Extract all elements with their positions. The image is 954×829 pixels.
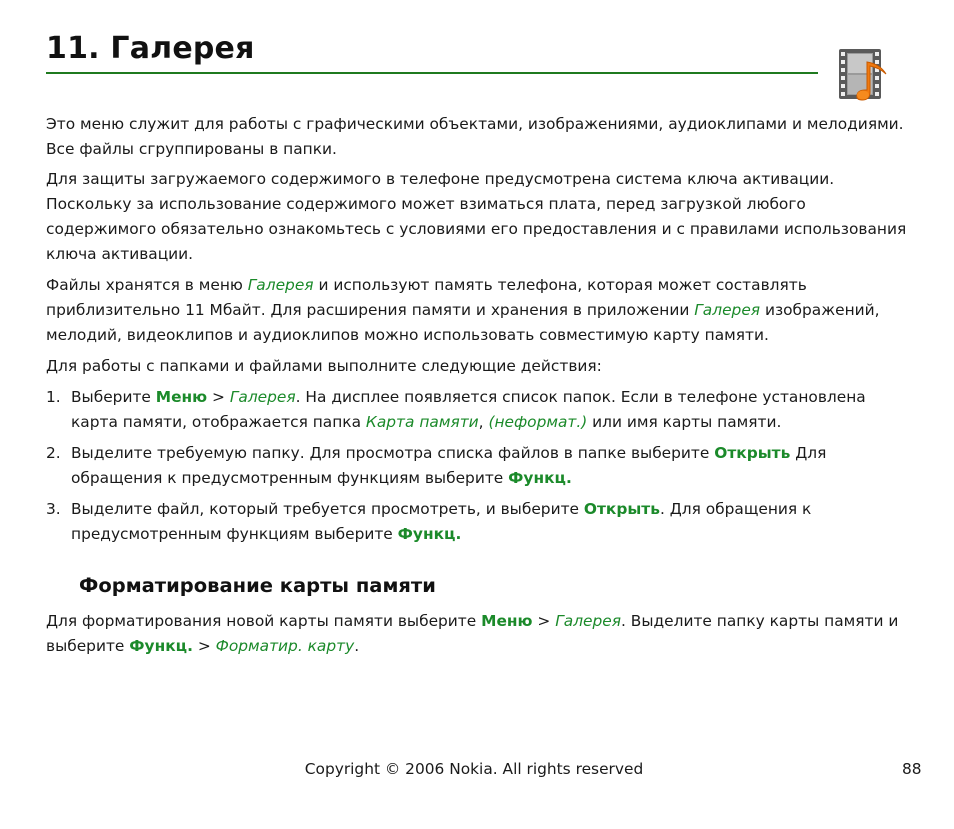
menu-ref: Меню	[155, 388, 208, 406]
steps-list	[46, 385, 916, 553]
intro-paragraph-1: Это меню служит для работы с графическими объектами, изображениями, аудиоклипами и мелодиями. Все файлы сгруппированы в папки.	[46, 115, 904, 158]
text-run: >	[532, 612, 556, 630]
gallery-ref: Галерея	[229, 388, 296, 406]
list-item	[46, 441, 916, 491]
text-run: >	[207, 388, 230, 406]
intro-paragraph-2: Для защиты загружаемого содержимого в телефоне предусмотрена система ключа активации. Поскольку за использование содержимого может взиматься плата, перед загрузкой любого содержимого обязательно ознакомьтесь с условиями его предоставления и с правилами использования ключа активации.	[46, 170, 907, 263]
options-ref: Функц.	[397, 525, 462, 543]
text-run: . Выделите папку карты памяти и выберите	[46, 612, 899, 655]
text-run: Файлы хранятся в меню	[46, 276, 248, 294]
memory-card-ref: Карта памяти	[365, 413, 479, 431]
list-item	[46, 385, 916, 435]
intro-paragraph-3	[46, 273, 916, 348]
gallery-film-music-icon	[836, 44, 898, 106]
text-run: и используют память телефона, которая может составлять приблизительно 11 Мбайт. Для расширения памяти и хранения в приложении	[46, 276, 807, 319]
text-run: Выделите файл, который требуется просмотреть, и выберите	[71, 500, 584, 518]
text-run: Для обращения к предусмотренным функциям выберите	[71, 444, 827, 487]
step-number: 2.	[46, 444, 61, 462]
step-number: 1.	[46, 388, 61, 406]
text-run: . На дисплее появляется список папок. Если в телефоне установлена карта памяти, отображается папка	[71, 388, 866, 431]
unformatted-ref: (неформат.)	[488, 413, 588, 431]
step-number: 3.	[46, 500, 61, 518]
chapter-title: 11. Галерея	[46, 31, 255, 66]
section-paragraph	[46, 609, 916, 659]
gallery-ref: Галерея	[247, 276, 314, 294]
gallery-ref: Галерея	[694, 301, 761, 319]
text-run: Выберите	[71, 388, 156, 406]
title-rule	[46, 72, 818, 74]
open-ref: Открыть	[583, 500, 660, 518]
text-run: . Для обращения к предусмотренным функциям выберите	[71, 500, 812, 543]
format-card-ref: Форматир. карту	[215, 637, 355, 655]
open-ref: Открыть	[714, 444, 791, 462]
menu-ref: Меню	[481, 612, 533, 630]
footer-copyright: Copyright © 2006 Nokia. All rights reserved	[304, 760, 644, 778]
options-ref: Функц.	[129, 637, 193, 655]
text-run: или имя карты памяти.	[587, 413, 782, 431]
text-run: Выделите требуемую папку. Для просмотра списка файлов в папке выберите	[71, 444, 715, 462]
options-ref: Функц.	[508, 469, 572, 487]
text-run: изображений, мелодий, видеоклипов и аудиоклипов можно использовать совместимую карту памяти.	[46, 301, 880, 344]
text-run: ,	[478, 413, 489, 431]
text-run: Для форматирования новой карты памяти выберите	[46, 612, 482, 630]
page-number: 88	[902, 760, 922, 778]
intro-paragraph-4: Для работы с папками и файлами выполните следующие действия:	[46, 357, 602, 375]
text-run: .	[354, 637, 360, 655]
text-run: >	[192, 637, 216, 655]
section-title: Форматирование карты памяти	[79, 574, 436, 597]
list-item	[46, 497, 916, 547]
gallery-ref: Галерея	[555, 612, 621, 630]
